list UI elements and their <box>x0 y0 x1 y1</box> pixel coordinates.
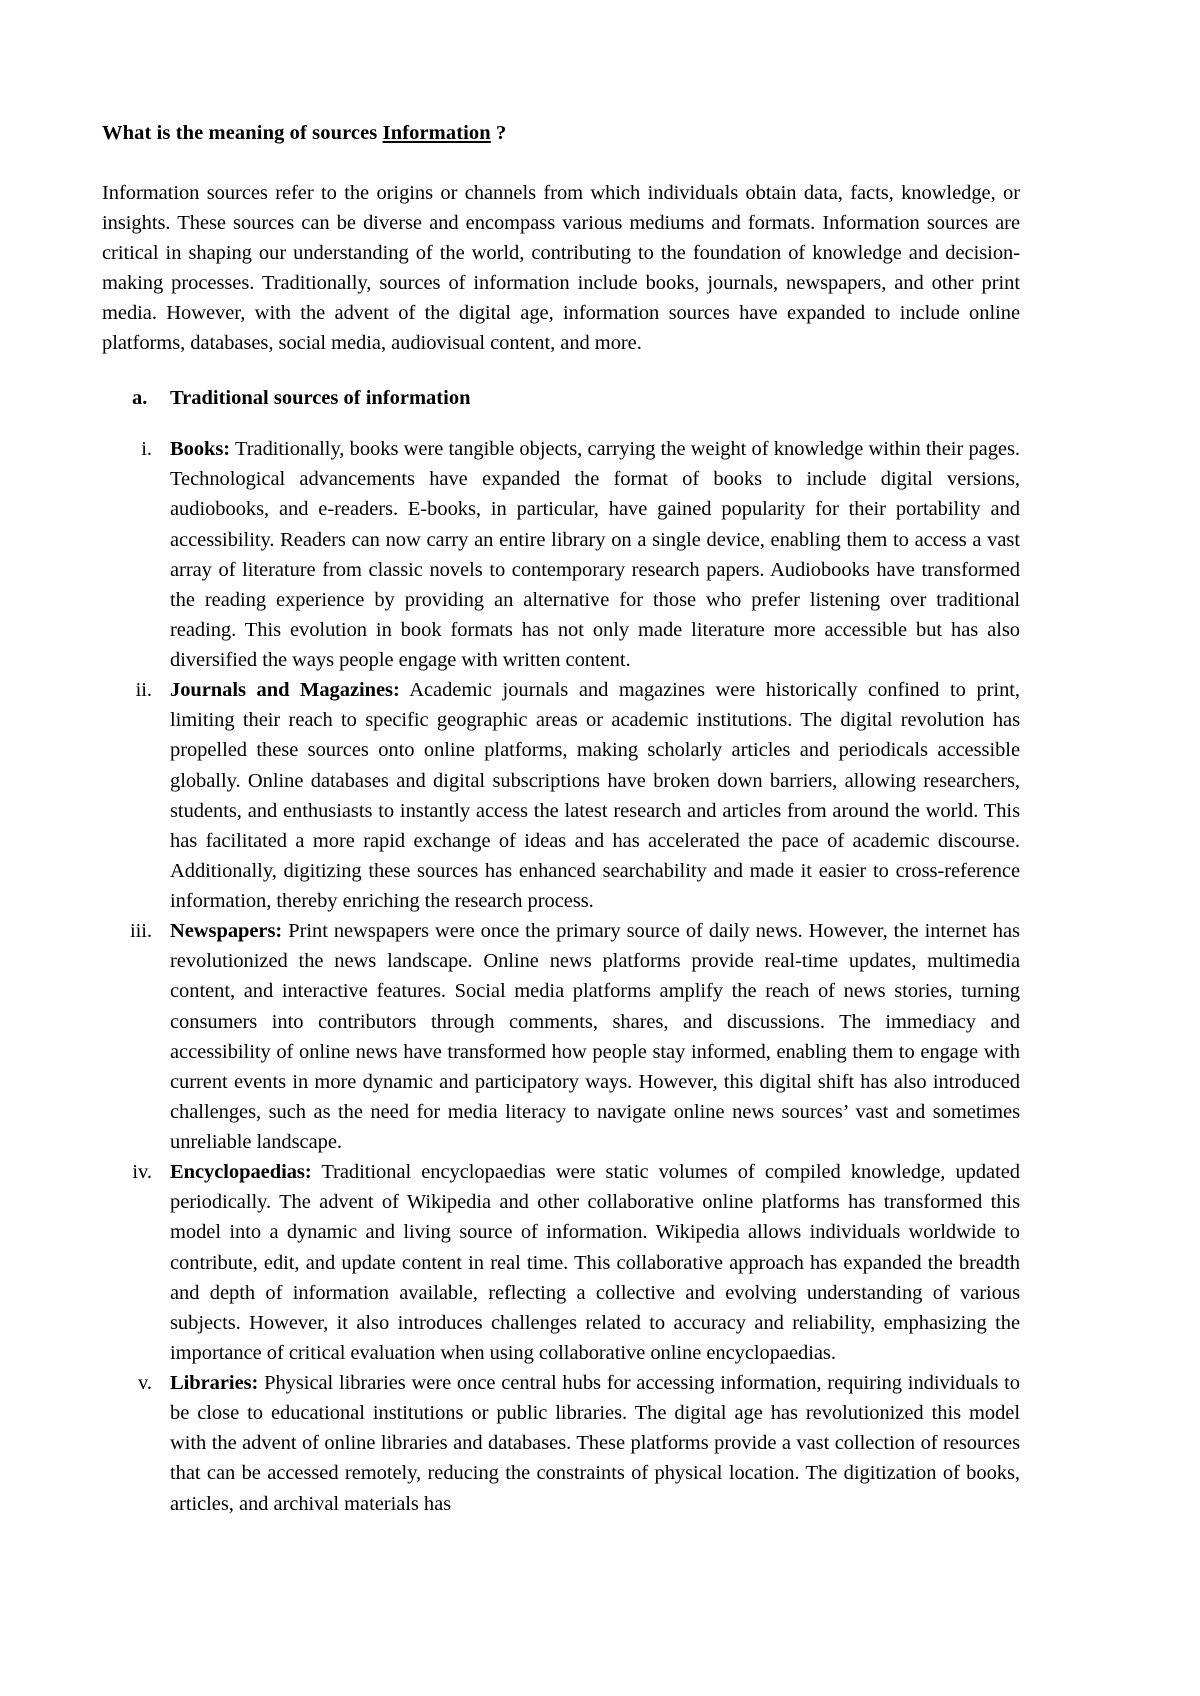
list-item <box>102 916 1020 1157</box>
list-item-marker: iii. <box>129 920 152 943</box>
list-item-marker: iv. <box>132 1161 152 1184</box>
list-item-term: Books: <box>170 438 231 461</box>
list-item-text: Physical libraries were once central hubs for accessing information, requiring individuals to be close to educational institutions or public libraries. The digital age has revolutionized this model with the advent of online libraries and databases. These platforms provide a vast collection of resources that can be accessed remotely, reducing the constraints of physical location. The digitization of books, articles, and archival materials has <box>170 1372 1020 1515</box>
list-item-text: Traditional encyclopaedias were static volumes of compiled knowledge, updated periodically. The advent of Wikipedia and other collaborative online platforms has transformed this model into a dynamic and living source of information. Wikipedia allows individuals worldwide to contribute, edit, and update content in real time. This collaborative approach has expanded the breadth and depth of information available, reflecting a collective and evolving understanding of various subjects. However, it also introduces challenges related to accuracy and reliability, emphasizing the importance of critical evaluation when using collaborative online encyclopaedias. <box>170 1161 1020 1364</box>
list-item-term: Libraries: <box>170 1372 259 1395</box>
page-title-before: What is the meaning of sources <box>102 122 383 144</box>
page-title-after: ? <box>490 122 507 144</box>
list-item <box>102 1368 1020 1519</box>
list-item <box>102 1157 1020 1368</box>
page-title-keyword: Information <box>382 122 491 144</box>
list-item-text: Academic journals and magazines were historically confined to print, limiting their reach to specific geographic areas or academic institutions. The digital revolution has propelled these sources onto online platforms, making scholarly articles and periodicals accessible globally. Online databases and digital subscriptions have broken down barriers, allowing researchers, students, and enthusiasts to instantly access the latest research and articles from around the world. This has facilitated a more rapid exchange of ideas and has accelerated the pace of academic discourse. Additionally, digitizing these sources has enhanced searchability and made it easier to cross-reference information, thereby enriching the research process. <box>170 679 1020 913</box>
section-heading-traditional-sources <box>102 384 1020 414</box>
list-item-marker: i. <box>141 438 152 461</box>
list-item-term: Newspapers: <box>170 920 283 943</box>
section-heading-label: Traditional sources of information <box>170 387 471 410</box>
section-marker: a. <box>132 387 148 410</box>
list-item-term: Encyclopaedias: <box>170 1161 312 1184</box>
list-item-marker: ii. <box>135 679 152 702</box>
document-body <box>102 120 1020 1519</box>
list-item <box>102 434 1020 675</box>
list-item-term: Journals and Magazines: <box>170 679 400 702</box>
list-item-marker: v. <box>138 1372 152 1395</box>
roman-numeral-list <box>102 434 1020 1519</box>
lettered-list <box>102 384 1020 414</box>
list-item <box>102 675 1020 916</box>
list-item-text: Print newspapers were once the primary source of daily news. However, the internet has revolutionized the news landscape. Online news platforms provide real-time updates, multimedia content, and interactive features. Social media platforms amplify the reach of news stories, turning consumers into contributors through comments, shares, and discussions. The immediacy and accessibility of online news have transformed how people stay informed, enabling them to engage with current events in more dynamic and participatory ways. However, this digital shift has also introduced challenges, such as the need for media literacy to navigate online news sources’ vast and sometimes unreliable landscape. <box>170 920 1020 1154</box>
list-item-text: Traditionally, books were tangible objects, carrying the weight of knowledge within their pages. Technological advancements have expanded the format of books to include digital versions, audiobooks, and e-readers. E-books, in particular, have gained popularity for their portability and accessibility. Readers can now carry an entire library on a single device, enabling them to access a vast array of literature from classic novels to contemporary research papers. Audiobooks have transformed the reading experience by providing an alternative for those who prefer listening over traditional reading. This evolution in book formats has not only made literature more accessible but has also diversified the ways people engage with written content. <box>170 438 1020 672</box>
page-title <box>102 120 1020 148</box>
intro-paragraph: Information sources refer to the origins or channels from which individuals obtain data, facts, knowledge, or insights. These sources can be diverse and encompass various mediums and formats. Information sources are critical in shaping our understanding of the world, contributing to the foundation of knowledge and decision-making processes. Traditionally, sources of information include books, journals, newspapers, and other print media. However, with the advent of the digital age, information sources have expanded to include online platforms, databases, social media, audiovisual content, and more. <box>102 181 1020 355</box>
